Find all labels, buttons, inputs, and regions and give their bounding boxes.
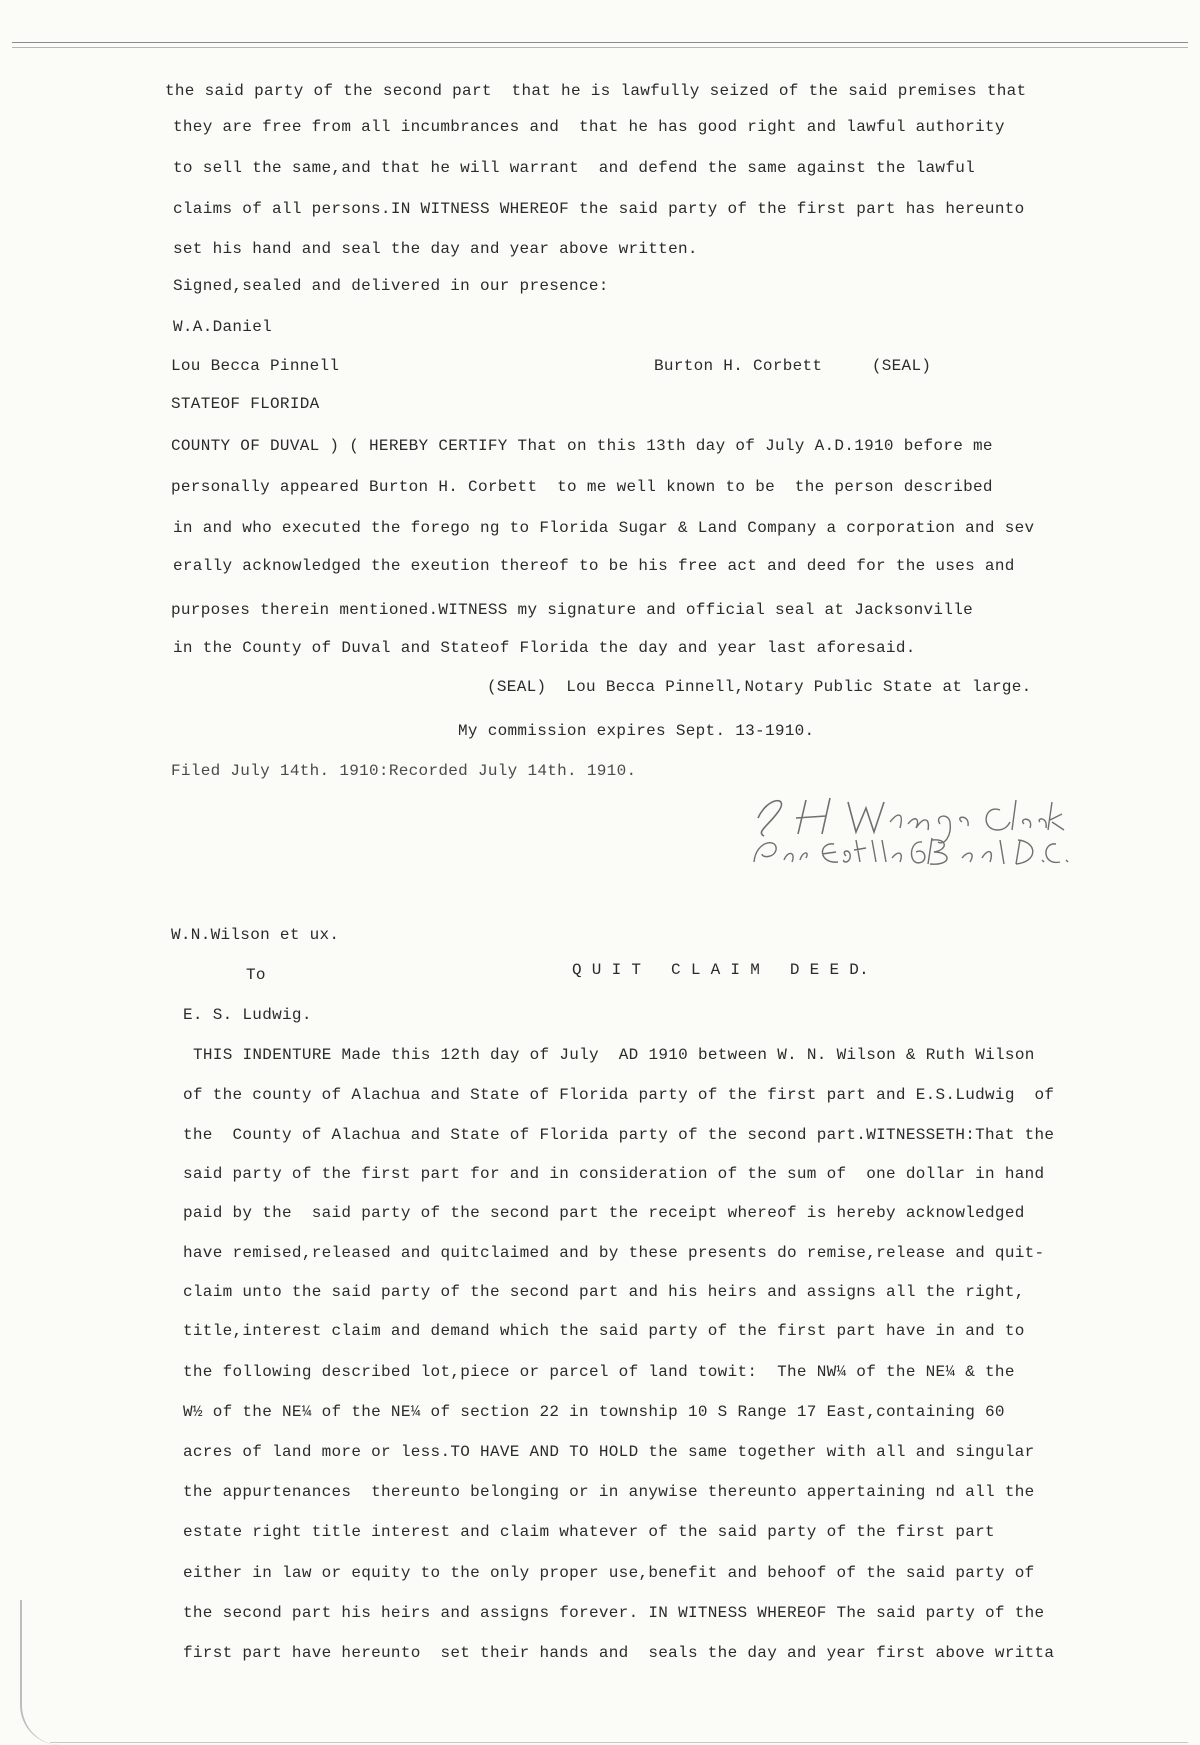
indenture-text-line: the second part his heirs and assigns forever. IN WITNESS WHEREOF The said party of the	[183, 1604, 1045, 1622]
indenture-text-line: THIS INDENTURE Made this 12th day of July AD 1910 between W. N. Wilson & Ruth Wilson	[193, 1046, 1035, 1064]
to-heading: To	[246, 966, 266, 984]
indenture-text-line: the following described lot,piece or parcel of land towit: The NW¼ of the NE¼ & the	[183, 1363, 1015, 1381]
witness-name: Lou Becca Pinnell	[171, 357, 340, 375]
page-curl-edge	[20, 1600, 62, 1745]
certificate-text-line: in and who executed the forego ng to Florida Sugar & Land Company a corporation and sev	[173, 519, 1035, 537]
filing-record: Filed July 14th. 1910:Recorded July 14th. 1910.	[171, 762, 637, 780]
deed-text-line: set his hand and seal the day and year above written.	[173, 240, 698, 258]
certificate-text-line: purposes therein mentioned.WITNESS my signature and official seal at Jacksonville	[171, 601, 974, 619]
certificate-text-line: in the County of Duval and Stateof Florida the day and year last aforesaid.	[173, 639, 916, 657]
deed-text-line: they are free from all incumbrances and that he has good right and lawful authority	[173, 118, 1005, 136]
deed-text-line: claims of all persons.IN WITNESS WHEREOF the said party of the first part has hereunto	[173, 200, 1025, 218]
grantor-signature-line: Burton H. Corbett (SEAL)	[654, 357, 932, 375]
notary-signature-line: (SEAL) Lou Becca Pinnell,Notary Public State at large.	[487, 678, 1032, 696]
deed-text-line: the said party of the second part that he is lawfully seized of the said premises that	[165, 82, 1027, 100]
indenture-text-line: claim unto the said party of the second part and his heirs and assigns all the right,	[183, 1283, 1025, 1301]
indenture-text-line: the appurtenances thereunto belonging or in anywise thereunto appertaining nd all the	[183, 1483, 1035, 1501]
clerk-handwritten-signature	[748, 788, 1078, 870]
commission-expiry: My commission expires Sept. 13-1910.	[458, 722, 815, 740]
indenture-text-line: the County of Alachua and State of Florida party of the second part.WITNESSETH:That the	[183, 1126, 1055, 1144]
grantee-heading: E. S. Ludwig.	[183, 1006, 312, 1024]
indenture-text-line: title,interest claim and demand which the said party of the first part have in and to	[183, 1322, 1025, 1340]
indenture-text-line: either in law or equity to the only proper use,benefit and behoof of the said party of	[183, 1564, 1035, 1582]
indenture-text-line: of the county of Alachua and State of Florida party of the first part and E.S.Ludwig of	[183, 1086, 1055, 1104]
indenture-text-line: W½ of the NE¼ of the NE¼ of section 22 in township 10 S Range 17 East,containing 60	[183, 1403, 1005, 1421]
certificate-text-line: COUNTY OF DUVAL ) ( HEREBY CERTIFY That on this 13th day of July A.D.1910 before me	[171, 437, 993, 455]
deed-text-line: to sell the same,and that he will warrant and defend the same against the lawful	[173, 159, 976, 177]
witness-name: W.A.Daniel	[173, 318, 273, 336]
bottom-edge	[50, 1742, 1188, 1743]
indenture-text-line: paid by the said party of the second part the receipt whereof is hereby acknowledged	[183, 1204, 1025, 1222]
indenture-text-line: first part have hereunto set their hands and seals the day and year first above writta	[183, 1644, 1055, 1662]
certificate-text-line: erally acknowledged the exeution thereof to be his free act and deed for the uses and	[173, 557, 1015, 575]
grantor-heading: W.N.Wilson et ux.	[171, 926, 340, 944]
indenture-text-line: acres of land more or less.TO HAVE AND TO HOLD the same together with all and singular	[183, 1443, 1035, 1461]
indenture-text-line: have remised,released and quitclaimed and by these presents do remise,release and quit-	[183, 1244, 1045, 1262]
state-heading: STATEOF FLORIDA	[171, 395, 320, 413]
deed-title: Q U I T C L A I M D E E D.	[572, 961, 870, 979]
attestation-line: Signed,sealed and delivered in our presence:	[173, 277, 609, 295]
indenture-text-line: estate right title interest and claim whatever of the said party of the first part	[183, 1523, 995, 1541]
indenture-text-line: said party of the first part for and in consideration of the sum of one dollar in hand	[183, 1165, 1045, 1183]
top-rule	[12, 42, 1188, 43]
certificate-text-line: personally appeared Burton H. Corbett to me well known to be the person described	[171, 478, 993, 496]
top-rule-secondary	[12, 47, 1188, 48]
